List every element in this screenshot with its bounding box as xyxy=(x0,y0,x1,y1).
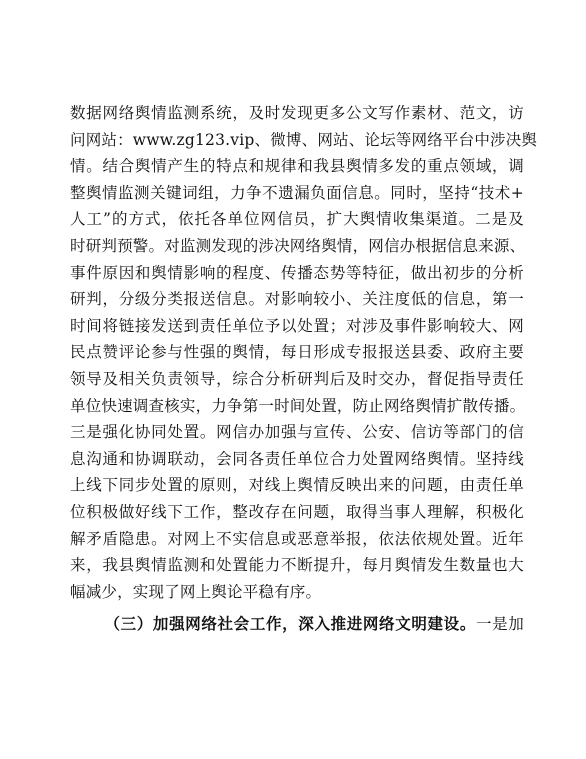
section-heading: （三）加强网络社会工作，深入推进网络文明建设。 xyxy=(104,614,476,634)
text-line: 时间将链接发送到责任单位予以处置；对涉及事件影响较大、网 xyxy=(70,316,524,335)
text-line: 息沟通和协调联动，会同各责任单位合力处置网络舆情。坚持线 xyxy=(70,449,524,468)
section-heading-line xyxy=(70,611,524,638)
text-line: 上线下同步处置的原则，对线上舆情反映出来的问题，由责任单 xyxy=(70,476,524,495)
text-line: 领导及相关负责领导，综合分析研判后及时交办，督促指导责任 xyxy=(70,369,524,388)
text-line: 三是强化协同处置。网信办加强与宣传、公安、信访等部门的信 xyxy=(70,423,524,442)
text-line: 事件原因和舆情影响的程度、传播态势等特征，做出初步的分析 xyxy=(70,263,524,282)
text-line: 民点赞评论参与性强的舆情，每日形成专报报送县委、政府主要 xyxy=(70,343,524,362)
text-line: 时研判预警。对监测发现的涉决网络舆情，网信办根据信息来源、 xyxy=(70,236,526,255)
text-line: 研判，分级分类报送信息。对影响较小、关注度低的信息，第一 xyxy=(70,290,524,309)
text-line: 整舆情监测关键词组，力争不遗漏负面信息。同时，坚持“技术+ xyxy=(70,183,524,202)
text-line: 幅减少，实现了网上舆论平稳有序。 xyxy=(70,582,322,601)
text-line: 人工”的方式，依托各单位网信员，扩大舆情收集渠道。二是及 xyxy=(70,210,524,229)
text-line: 问网站：www.zg123.vip、微博、网站、论坛等网络平台中涉决舆 xyxy=(70,130,538,149)
text-line: 来，我县舆情监测和处置能力不断提升，每月舆情发生数量也大 xyxy=(70,556,524,575)
text-line: 情。结合舆情产生的特点和规律和我县舆情多发的重点领域，调 xyxy=(70,157,524,176)
text-line: 位积极做好线下工作，整改存在问题，取得当事人理解，积极化 xyxy=(70,502,524,521)
document-body xyxy=(70,100,538,638)
text-line: 解矛盾隐患。对网上不实信息或恶意举报，依法依规处置。近年 xyxy=(70,529,524,548)
section-heading-continuation: 一是加 xyxy=(475,615,524,634)
text-line: 单位快速调查核实，力争第一时间处置，防止网络舆情扩散传播。 xyxy=(70,396,526,415)
text-line: 数据网络舆情监测系统，及时发现更多公文写作素材、范文，访 xyxy=(70,104,524,122)
